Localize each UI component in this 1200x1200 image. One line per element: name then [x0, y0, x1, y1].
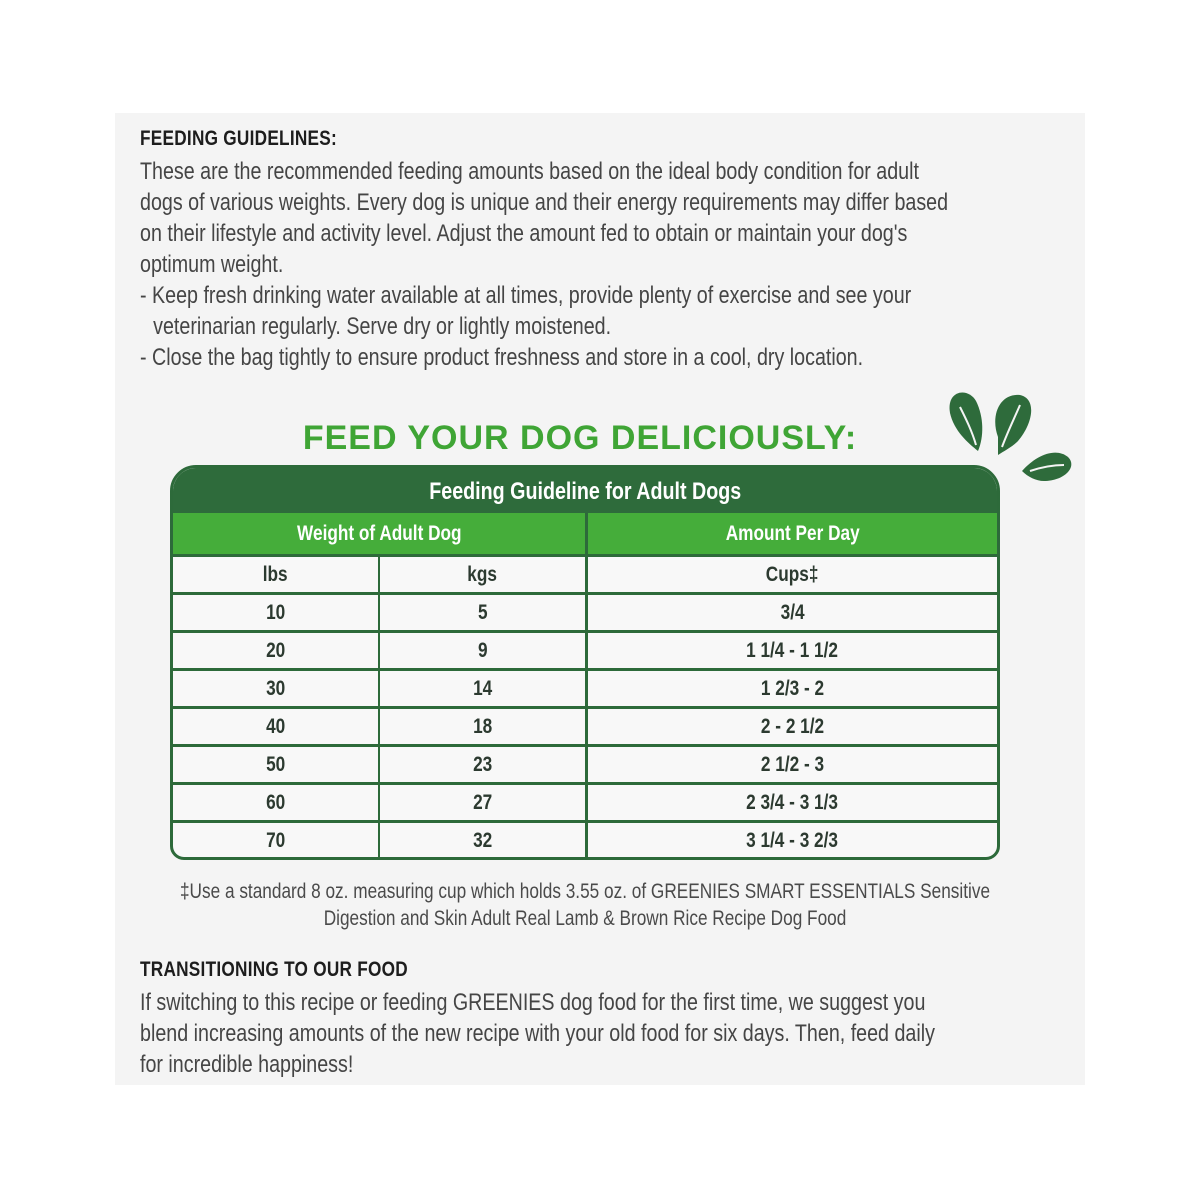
cell-text: 23: [472, 753, 493, 776]
cell-lbs: [173, 671, 380, 706]
feeding-guidelines-body: [140, 156, 948, 373]
table-title: [173, 468, 997, 513]
header-weight-text: Weight of Adult Dog: [296, 522, 462, 545]
cup-footnote: [0, 878, 1170, 932]
cell-text: 3/4: [780, 601, 805, 624]
body-line: dogs of various weights. Every dog is unique and their energy requirements may differ based: [140, 189, 949, 216]
cell-text: 40: [265, 715, 286, 738]
footnote-line: ‡Use a standard 8 oz. measuring cup which holds 3.55 oz. of GREENIES SMART ESSENTIALS Sensitive: [179, 880, 991, 903]
transitioning-heading: TRANSITIONING TO OUR FOOD: [140, 958, 408, 981]
cell-text: 70: [265, 829, 286, 852]
cell-cups: [588, 823, 997, 858]
cell-lbs: [173, 747, 380, 782]
cell-text: 30: [265, 677, 286, 700]
col-kgs-text: kgs: [467, 563, 498, 586]
cell-text: 20: [265, 639, 286, 662]
cell-text: 50: [265, 753, 286, 776]
cell-kgs: [380, 823, 588, 858]
bullet-water: - Keep fresh drinking water available at all times, provide plenty of exercise and see your: [140, 282, 912, 309]
table-row: [173, 633, 997, 671]
cell-text: 1 1/4 - 1 1/2: [746, 639, 839, 662]
cell-text: 18: [472, 715, 493, 738]
cell-cups: [588, 595, 997, 630]
table-row: [173, 785, 997, 823]
column-header-row: [173, 557, 997, 595]
cell-cups: [588, 671, 997, 706]
cell-kgs: [380, 633, 588, 668]
table-row: [173, 747, 997, 785]
cell-text: 2 - 2 1/2: [760, 715, 825, 738]
body-line: for incredible happiness!: [140, 1051, 354, 1078]
table-row: [173, 823, 997, 858]
col-lbs: [173, 557, 380, 592]
body-line: These are the recommended feeding amounts based on the ideal body condition for adult: [140, 158, 919, 185]
table-row: [173, 595, 997, 633]
transitioning-body: [140, 987, 935, 1080]
cell-text: 10: [265, 601, 286, 624]
cell-kgs: [380, 747, 588, 782]
cell-text: 9: [477, 639, 488, 662]
body-line: If switching to this recipe or feeding GREENIES dog food for the first time, we suggest you: [140, 989, 926, 1016]
cell-cups: [588, 633, 997, 668]
col-cups: [588, 557, 997, 592]
cell-text: 1 2/3 - 2: [760, 677, 825, 700]
footnote-line: Digestion and Skin Adult Real Lamb & Brown Rice Recipe Dog Food: [323, 907, 847, 930]
cell-kgs: [380, 671, 588, 706]
cell-text: 5: [477, 601, 488, 624]
cell-text: 27: [472, 791, 493, 814]
cell-kgs: [380, 709, 588, 744]
feeding-table: [170, 465, 1000, 860]
cell-lbs: [173, 633, 380, 668]
group-header-row: [173, 513, 997, 557]
table-row: [173, 671, 997, 709]
cell-cups: [588, 747, 997, 782]
body-line: blend increasing amounts of the new recipe with your old food for six days. Then, feed daily: [140, 1020, 935, 1047]
cell-text: 14: [472, 677, 493, 700]
col-kgs: [380, 557, 588, 592]
body-line: on their lifestyle and activity level. Adjust the amount fed to obtain or maintain your dog's: [140, 220, 908, 247]
col-lbs-text: lbs: [263, 563, 288, 586]
cell-lbs: [173, 823, 380, 858]
col-cups-text: Cups‡: [766, 563, 819, 586]
cell-text: 2 3/4 - 3 1/3: [746, 791, 839, 814]
body-line: optimum weight.: [140, 251, 284, 278]
cell-text: 32: [472, 829, 493, 852]
feeding-guidelines-heading: FEEDING GUIDELINES:: [140, 127, 337, 150]
table-row: [173, 709, 997, 747]
cell-text: 3 1/4 - 3 2/3: [746, 829, 839, 852]
cell-kgs: [380, 785, 588, 820]
header-amount-text: Amount Per Day: [725, 522, 860, 545]
header-amount: [588, 513, 997, 554]
cell-text: 60: [265, 791, 286, 814]
banner-text: FEED YOUR DOG DELICIOUSLY:: [302, 419, 858, 457]
cell-kgs: [380, 595, 588, 630]
cell-lbs: [173, 785, 380, 820]
header-weight: [173, 513, 588, 554]
cell-cups: [588, 785, 997, 820]
cell-lbs: [173, 709, 380, 744]
bullet-water-cont: veterinarian regularly. Serve dry or lightly moistened.: [153, 313, 612, 340]
bullet-bag: - Close the bag tightly to ensure product freshness and store in a cool, dry location.: [140, 344, 864, 371]
cell-cups: [588, 709, 997, 744]
cell-lbs: [173, 595, 380, 630]
cell-text: 2 1/2 - 3: [760, 753, 825, 776]
table-title-text: Feeding Guideline for Adult Dogs: [429, 478, 741, 505]
